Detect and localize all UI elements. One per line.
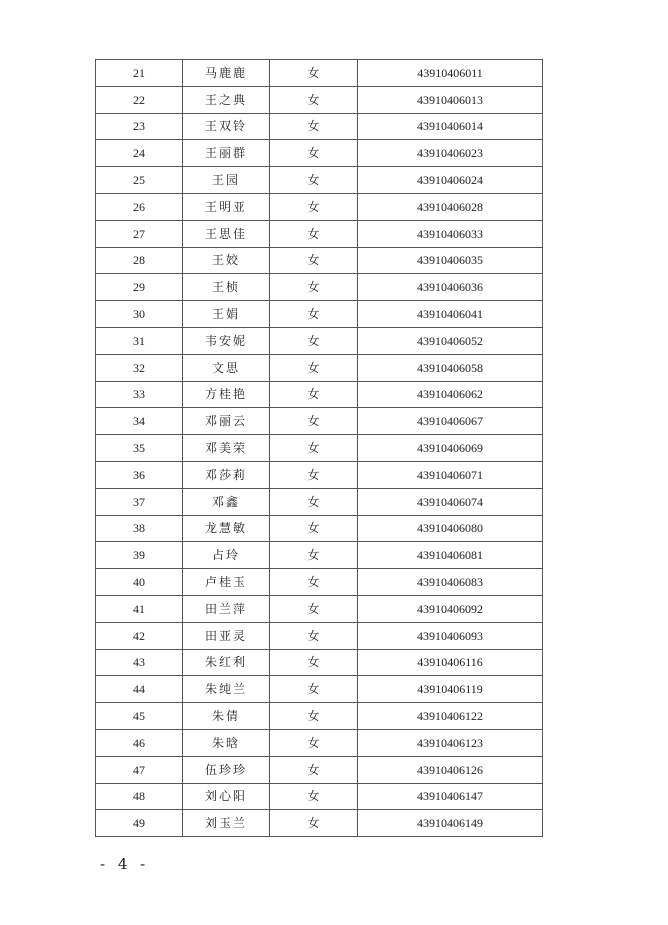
gender-cell: 女 [270, 220, 358, 247]
name-cell: 王丽群 [183, 140, 270, 167]
exam-id-cell: 43910406147 [358, 783, 543, 810]
gender-cell: 女 [270, 167, 358, 194]
exam-id-cell: 43910406119 [358, 676, 543, 703]
name-cell: 方桂艳 [183, 381, 270, 408]
gender-cell: 女 [270, 729, 358, 756]
table-row [96, 435, 543, 462]
exam-id-cell: 43910406014 [358, 113, 543, 140]
table-row [96, 542, 543, 569]
gender-cell: 女 [270, 461, 358, 488]
name-cell: 邓莎莉 [183, 461, 270, 488]
roster-table [95, 59, 543, 837]
table-row [96, 622, 543, 649]
name-cell: 朱晗 [183, 729, 270, 756]
exam-id-cell: 43910406069 [358, 435, 543, 462]
name-cell: 卢桂玉 [183, 569, 270, 596]
table-row [96, 783, 543, 810]
name-cell: 王双铃 [183, 113, 270, 140]
row-number-cell: 49 [96, 810, 183, 837]
exam-id-cell: 43910406092 [358, 595, 543, 622]
table-row [96, 86, 543, 113]
gender-cell: 女 [270, 60, 358, 87]
name-cell: 文思 [183, 354, 270, 381]
row-number-cell: 40 [96, 569, 183, 596]
gender-cell: 女 [270, 783, 358, 810]
gender-cell: 女 [270, 488, 358, 515]
exam-id-cell: 43910406074 [358, 488, 543, 515]
row-number-cell: 44 [96, 676, 183, 703]
row-number-cell: 43 [96, 649, 183, 676]
row-number-cell: 39 [96, 542, 183, 569]
gender-cell: 女 [270, 542, 358, 569]
table-row [96, 301, 543, 328]
table-row [96, 247, 543, 274]
row-number-cell: 35 [96, 435, 183, 462]
exam-id-cell: 43910406116 [358, 649, 543, 676]
gender-cell: 女 [270, 247, 358, 274]
exam-id-cell: 43910406013 [358, 86, 543, 113]
exam-id-cell: 43910406058 [358, 354, 543, 381]
name-cell: 占玲 [183, 542, 270, 569]
gender-cell: 女 [270, 676, 358, 703]
exam-id-cell: 43910406011 [358, 60, 543, 87]
gender-cell: 女 [270, 756, 358, 783]
row-number-cell: 45 [96, 703, 183, 730]
table-row [96, 113, 543, 140]
roster-body [96, 60, 543, 837]
table-row [96, 649, 543, 676]
exam-id-cell: 43910406081 [358, 542, 543, 569]
exam-id-cell: 43910406028 [358, 193, 543, 220]
exam-id-cell: 43910406123 [358, 729, 543, 756]
exam-id-cell: 43910406080 [358, 515, 543, 542]
row-number-cell: 29 [96, 274, 183, 301]
row-number-cell: 38 [96, 515, 183, 542]
name-cell: 邓丽云 [183, 408, 270, 435]
table-row [96, 327, 543, 354]
name-cell: 朱纯兰 [183, 676, 270, 703]
row-number-cell: 32 [96, 354, 183, 381]
row-number-cell: 24 [96, 140, 183, 167]
row-number-cell: 36 [96, 461, 183, 488]
row-number-cell: 31 [96, 327, 183, 354]
table-row [96, 381, 543, 408]
name-cell: 王姣 [183, 247, 270, 274]
name-cell: 王明亚 [183, 193, 270, 220]
table-row [96, 488, 543, 515]
gender-cell: 女 [270, 435, 358, 462]
row-number-cell: 25 [96, 167, 183, 194]
exam-id-cell: 43910406036 [358, 274, 543, 301]
row-number-cell: 23 [96, 113, 183, 140]
gender-cell: 女 [270, 381, 358, 408]
row-number-cell: 21 [96, 60, 183, 87]
gender-cell: 女 [270, 703, 358, 730]
gender-cell: 女 [270, 515, 358, 542]
name-cell: 王园 [183, 167, 270, 194]
table-row [96, 729, 543, 756]
gender-cell: 女 [270, 193, 358, 220]
table-row [96, 703, 543, 730]
row-number-cell: 27 [96, 220, 183, 247]
gender-cell: 女 [270, 569, 358, 596]
exam-id-cell: 43910406083 [358, 569, 543, 596]
row-number-cell: 48 [96, 783, 183, 810]
row-number-cell: 26 [96, 193, 183, 220]
row-number-cell: 47 [96, 756, 183, 783]
row-number-cell: 22 [96, 86, 183, 113]
name-cell: 刘心阳 [183, 783, 270, 810]
exam-id-cell: 43910406041 [358, 301, 543, 328]
name-cell: 邓鑫 [183, 488, 270, 515]
table-row [96, 810, 543, 837]
gender-cell: 女 [270, 595, 358, 622]
exam-id-cell: 43910406033 [358, 220, 543, 247]
page-number: - 4 - [100, 855, 150, 873]
exam-id-cell: 43910406149 [358, 810, 543, 837]
exam-id-cell: 43910406071 [358, 461, 543, 488]
table-row [96, 515, 543, 542]
gender-cell: 女 [270, 86, 358, 113]
table-row [96, 354, 543, 381]
gender-cell: 女 [270, 301, 358, 328]
name-cell: 王娟 [183, 301, 270, 328]
row-number-cell: 34 [96, 408, 183, 435]
exam-id-cell: 43910406024 [358, 167, 543, 194]
name-cell: 邓美荣 [183, 435, 270, 462]
exam-id-cell: 43910406122 [358, 703, 543, 730]
gender-cell: 女 [270, 274, 358, 301]
name-cell: 马鹿鹿 [183, 60, 270, 87]
exam-id-cell: 43910406093 [358, 622, 543, 649]
name-cell: 王桢 [183, 274, 270, 301]
gender-cell: 女 [270, 354, 358, 381]
gender-cell: 女 [270, 408, 358, 435]
name-cell: 朱红利 [183, 649, 270, 676]
row-number-cell: 30 [96, 301, 183, 328]
table-row [96, 676, 543, 703]
name-cell: 龙慧敏 [183, 515, 270, 542]
name-cell: 田亚灵 [183, 622, 270, 649]
name-cell: 刘玉兰 [183, 810, 270, 837]
table-row [96, 408, 543, 435]
name-cell: 田兰萍 [183, 595, 270, 622]
gender-cell: 女 [270, 649, 358, 676]
gender-cell: 女 [270, 327, 358, 354]
gender-cell: 女 [270, 113, 358, 140]
table-row [96, 595, 543, 622]
exam-id-cell: 43910406126 [358, 756, 543, 783]
row-number-cell: 41 [96, 595, 183, 622]
table-row [96, 193, 543, 220]
row-number-cell: 28 [96, 247, 183, 274]
gender-cell: 女 [270, 810, 358, 837]
name-cell: 王之典 [183, 86, 270, 113]
exam-id-cell: 43910406023 [358, 140, 543, 167]
name-cell: 王思佳 [183, 220, 270, 247]
exam-id-cell: 43910406067 [358, 408, 543, 435]
exam-id-cell: 43910406035 [358, 247, 543, 274]
name-cell: 韦安妮 [183, 327, 270, 354]
table-row [96, 167, 543, 194]
gender-cell: 女 [270, 622, 358, 649]
row-number-cell: 46 [96, 729, 183, 756]
table-row [96, 569, 543, 596]
table-row [96, 756, 543, 783]
gender-cell: 女 [270, 140, 358, 167]
row-number-cell: 33 [96, 381, 183, 408]
table-row [96, 60, 543, 87]
table-row [96, 140, 543, 167]
table-row [96, 220, 543, 247]
row-number-cell: 37 [96, 488, 183, 515]
table-row [96, 461, 543, 488]
name-cell: 朱倩 [183, 703, 270, 730]
exam-id-cell: 43910406062 [358, 381, 543, 408]
table-row [96, 274, 543, 301]
row-number-cell: 42 [96, 622, 183, 649]
name-cell: 伍珍珍 [183, 756, 270, 783]
exam-id-cell: 43910406052 [358, 327, 543, 354]
